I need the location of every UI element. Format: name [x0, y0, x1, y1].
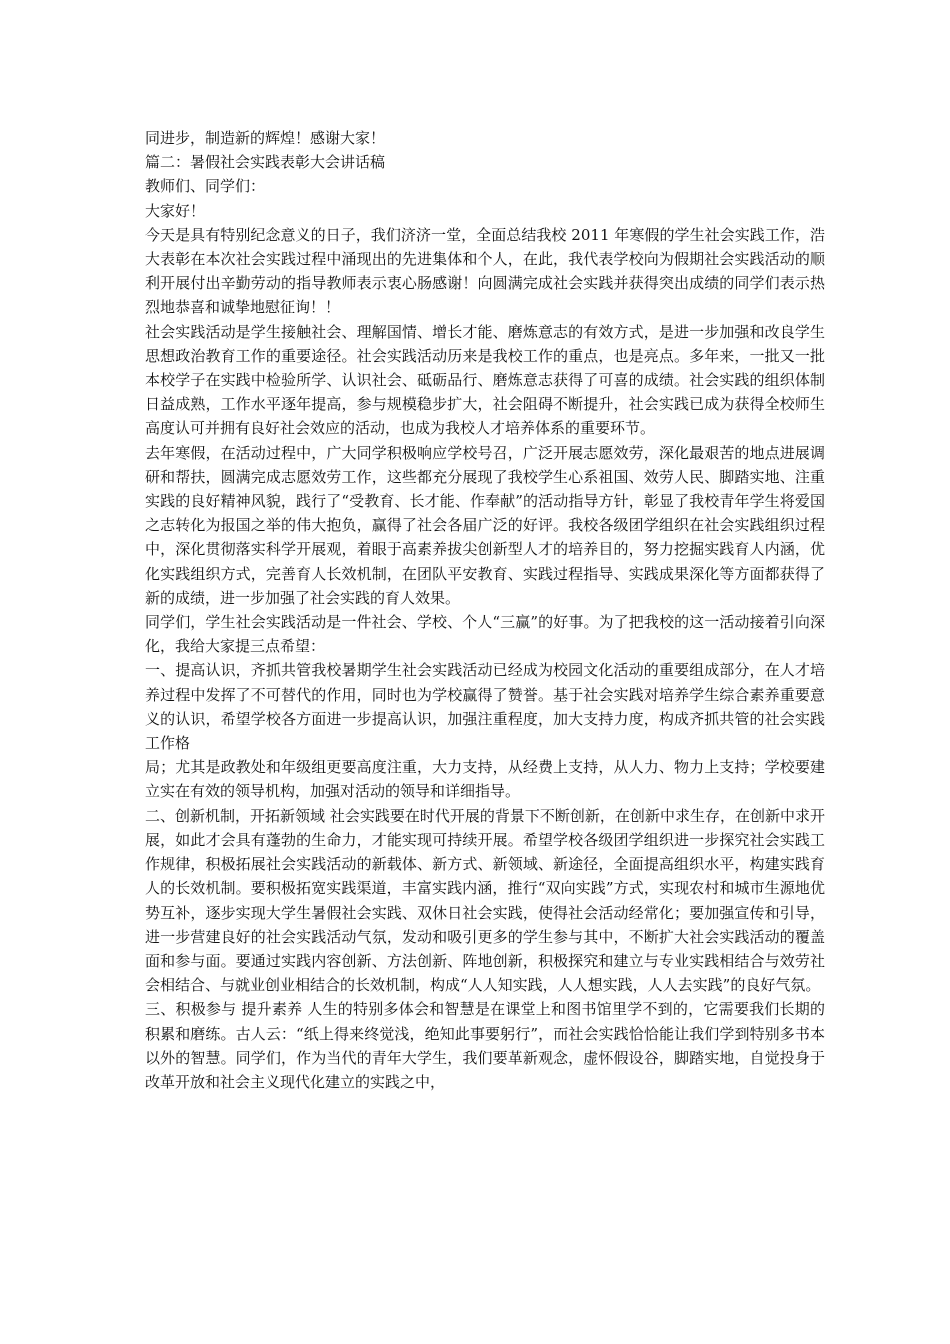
closing-line: 同进步，制造新的辉煌！感谢大家！ — [145, 129, 386, 147]
paragraph-three-hopes: 同学们，学生社会实践活动是一件社会、学校、个人“三赢”的好事。为了把我校的这一活动接着引向深化，我给大家提三点希望： — [145, 613, 825, 656]
document-page — [145, 126, 825, 1094]
greeting: 大家好！ — [145, 201, 206, 220]
section-title: 篇二：暑假社会实践表彰大会讲话稿 — [145, 153, 386, 172]
paragraph-last-winter: 去年寒假，在活动过程中，广大同学积极响应学校号召，广泛开展志愿效劳，深化最艰苦的地点进展调研和帮扶，圆满完成志愿效劳工作，这些都充分展现了我校学生心系祖国、效劳人民、脚踏实地、注重实践的良好精神风貌，践行了“受教育、长才能、作奉献”的活动指导方针，彰显了我校青年学生将爱国之志转化为报国之举的伟大抱负，赢得了社会各届广泛的好评。我校各级团学组织在社会实践组织过程中，深化贯彻落实科学开展观，着眼于高素养拔尖创新型人才的培养目的，努力挖掘实践育人内涵，优化实践组织方式，完善育人长效机制，在团队平安教育、实践过程指导、实践成果深化等方面都获得了新的成绩，进一步加强了社会实践的育人效果。 — [145, 443, 825, 607]
salutation: 教师们、同学们： — [145, 177, 266, 196]
paragraph-significance: 社会实践活动是学生接触社会、理解国情、增长才能、磨炼意志的有效方式，是进一步加强和改良学生思想政治教育工作的重要途径。社会实践活动历来是我校工作的重点，也是亮点。多年来，一批又一批本校学子在实践中检验所学、认识社会、砥砺品行、磨炼意志获得了可喜的成绩。社会实践的组织体制日益成熟，工作水平逐年提高，参与规模稳步扩大，社会阻碍不断提升，社会实践已成为获得全校师生高度认可并拥有良好社会效应的活动，也成为我校人才培养体系的重要环节。 — [145, 322, 825, 438]
paragraph-point-two: 二、创新机制，开拓新领域 社会实践要在时代开展的背景下不断创新，在创新中求生存，在创新中求开展，如此才会具有蓬勃的生命力，才能实现可持续开展。希望学校各级团学组织进一步探究社会实践工作规律，积极拓展社会实践活动的新载体、新方式、新领域、新途径，全面提高组织水平，构建实践育人的长效机制。要积极拓宽实践渠道，丰富实践内涵，推行“双向实践”方式，实现农村和城市生源地优势互补，逐步实现大学生暑假社会实践、双休日社会实践，使得社会活动经常化；要加强宣传和引导，进一步营建良好的社会实践活动气氛，发动和吸引更多的学生参与其中，不断扩大社会实践活动的覆盖面和参与面。要通过实践内容创新、方法创新、阵地创新，积极探究和建立与专业实践相结合与效劳社会相结合、与就业创业相结合的长效机制，构成“人人知实践，人人想实践，人人去实践”的良好气氛。 — [145, 806, 825, 995]
paragraph-point-one: 一、提高认识，齐抓共管我校暑期学生社会实践活动已经成为校园文化活动的重要组成部分，在人才培养过程中发挥了不可替代的作用，同时也为学校赢得了赞誉。基于社会实践对培养学生综合素养重要意义的认识，希望学校各方面进一步提高认识，加强注重程度，加大支持力度，构成齐抓共管的社会实践工作格 — [145, 661, 825, 753]
paragraph-point-one-cont: 局；尤其是政教处和年级组更要高度注重，大力支持，从经费上支持，从人力、物力上支持；学校要建立实在有效的领导机构，加强对活动的领导和详细指导。 — [145, 758, 825, 801]
paragraph-point-three: 三、积极参与 提升素养 人生的特别多体会和智慧是在课堂上和图书馆里学不到的，它需要我们长期的积累和磨练。古人云：“纸上得来终觉浅，绝知此事要躬行”，而社会实践恰恰能让我们学到特别多书本以外的智慧。同学们，作为当代的青年大学生，我们要革新观念，虚怀假设谷，脚踏实地，自觉投身于改革开放和社会主义现代化建立的实践之中， — [145, 1000, 825, 1091]
paragraph-intro: 今天是具有特别纪念意义的日子，我们济济一堂，全面总结我校 2011 年寒假的学生社会实践工作，浩大表彰在本次社会实践过程中涌现出的先进集体和个人，在此，我代表学校向为假期社会实践活动的顺利开展付出辛勤劳动的指导教师表示衷心肠感谢！向圆满完成社会实践并获得突出成绩的同学们表示热烈地恭喜和诚挚地慰征询！！ — [145, 225, 825, 317]
